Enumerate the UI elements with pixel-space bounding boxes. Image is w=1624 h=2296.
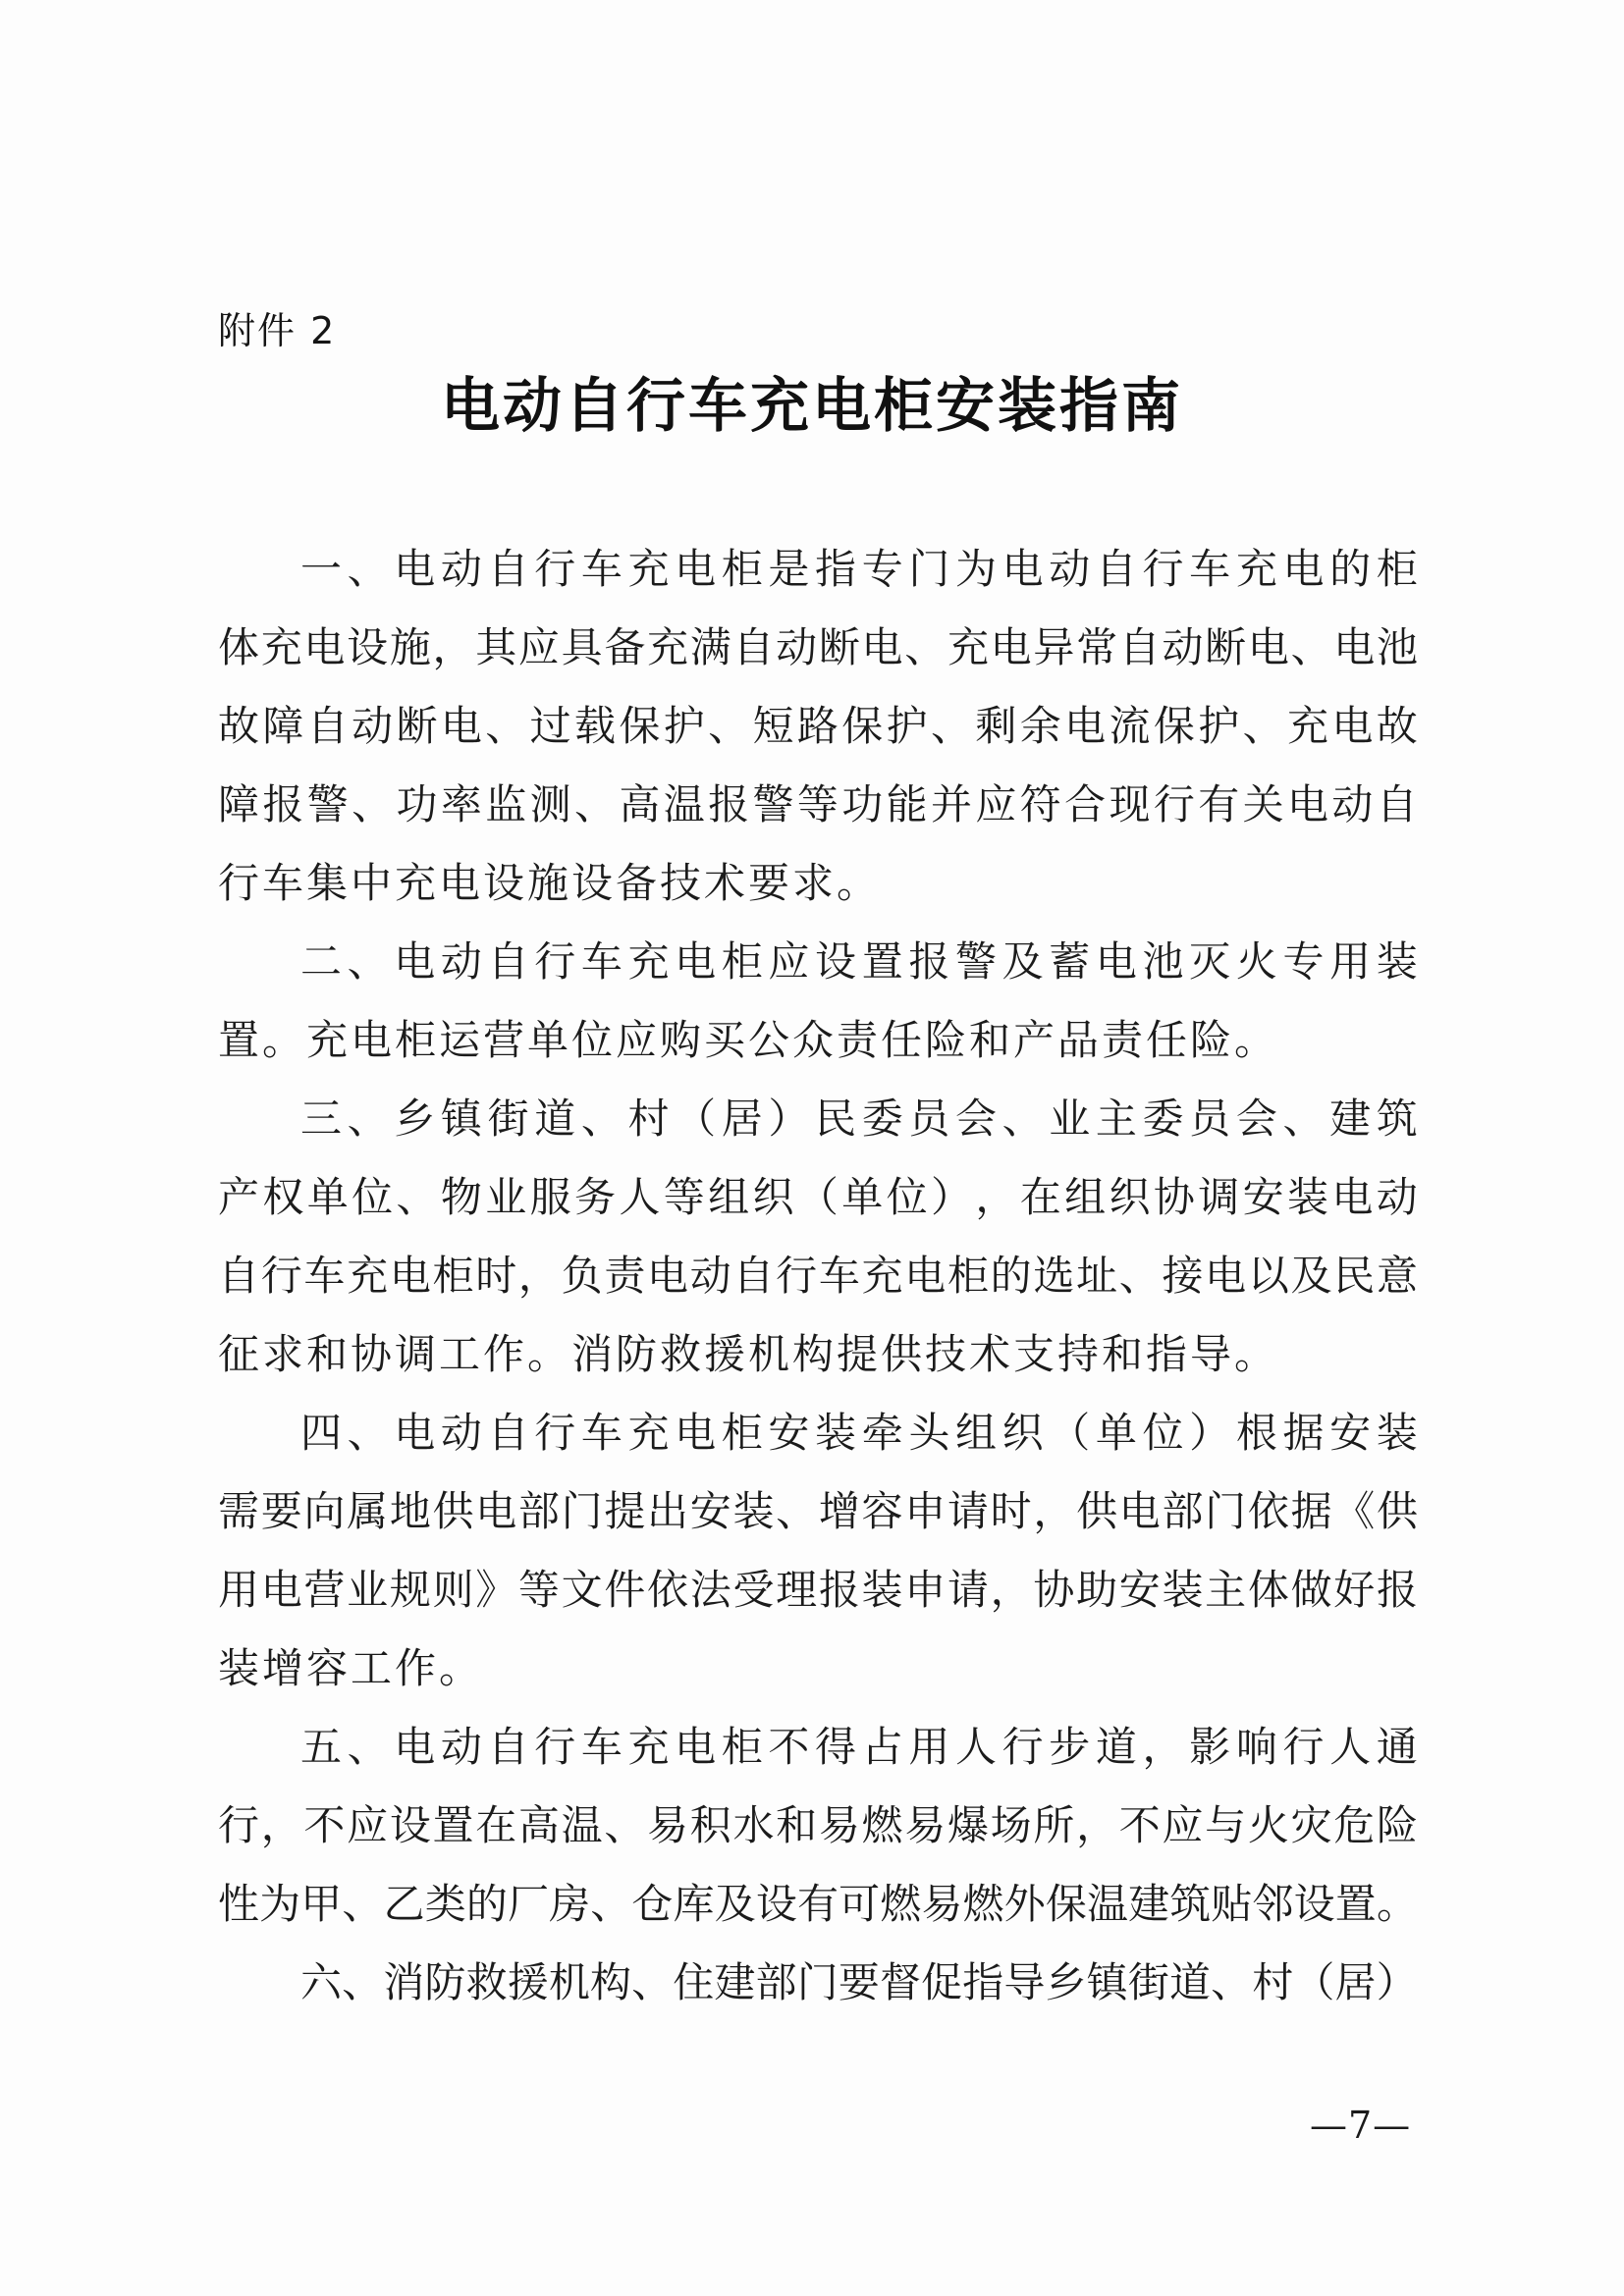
text-line: 六 、 消 防 救 援 机 构 、 住 建 部 门 要 督 促 指 导 乡 镇 街 道 、 村 （ 居 ）: [300, 1958, 1418, 2006]
text-line: 一 、 电 动 自 行 车 充 电 柜 是 指 专 门 为 电 动 自 行 车 充 电 的 柜: [300, 545, 1418, 593]
text-line: 体 充 电 设 施 ， 其 应 具 备 充 满 自 动 断 电 、 充 电 异 常 自 动 断 电 、 电 池: [218, 623, 1418, 671]
page-number: —7—: [1310, 2104, 1412, 2147]
text-line: 五 、 电 动 自 行 车 充 电 柜 不 得 占 用 人 行 步 道 ， 影 响 行 人 通: [300, 1723, 1418, 1771]
text-line: 用 电 营 业 规 则 》 等 文 件 依 法 受 理 报 装 申 请 ， 协 助 安 装 主 体 做 好 报: [218, 1566, 1418, 1614]
document-title: 电动自行车充电柜安装指南: [441, 372, 1183, 441]
text-line: 性 为 甲 、 乙 类 的 厂 房 、 仓 库 及 设 有 可 燃 易 燃 外 保 温 建 筑 贴 邻 设 置 。: [218, 1880, 1418, 1928]
text-line: 装增容工作。: [218, 1644, 484, 1692]
text-line: 置。充电柜运营单位应购买公众责任险和产品责任险。: [218, 1016, 1279, 1064]
text-line: 行 ， 不 应 设 置 在 高 温 、 易 积 水 和 易 燃 易 爆 场 所 ， 不 应 与 火 灾 危 险: [218, 1801, 1418, 1849]
text-line: 征求和协调工作。消防救援机构提供技术支持和指导。: [218, 1330, 1279, 1378]
body-text: [218, 530, 1418, 2022]
text-line: 四 、 电 动 自 行 车 充 电 柜 安 装 牵 头 组 织 （ 单 位 ） 根 据 安 装: [300, 1409, 1418, 1457]
text-line: 自 行 车 充 电 柜 时 ， 负 责 电 动 自 行 车 充 电 柜 的 选 址 、 接 电 以 及 民 意: [218, 1252, 1418, 1300]
text-line: 产 权 单 位 、 物 业 服 务 人 等 组 织 （ 单 位 ） ， 在 组 织 协 调 安 装 电 动: [218, 1173, 1418, 1221]
attachment-label: 附件 2: [218, 309, 337, 352]
text-line: 三 、 乡 镇 街 道 、 村 （ 居 ） 民 委 员 会 、 业 主 委 员 会 、 建 筑: [300, 1095, 1418, 1143]
text-line: 障 报 警 、 功 率 监 测 、 高 温 报 警 等 功 能 并 应 符 合 现 行 有 关 电 动 自: [218, 780, 1418, 828]
text-line: 故 障 自 动 断 电 、 过 载 保 护 、 短 路 保 护 、 剩 余 电 流 保 护 、 充 电 故: [218, 702, 1418, 750]
text-line: 需 要 向 属 地 供 电 部 门 提 出 安 装 、 增 容 申 请 时 ， 供 电 部 门 依 据 《 供: [218, 1487, 1418, 1535]
text-line: 二 、 电 动 自 行 车 充 电 柜 应 设 置 报 警 及 蓄 电 池 灭 火 专 用 装: [300, 937, 1418, 986]
text-line: 行车集中充电设施设备技术要求。: [218, 859, 882, 907]
